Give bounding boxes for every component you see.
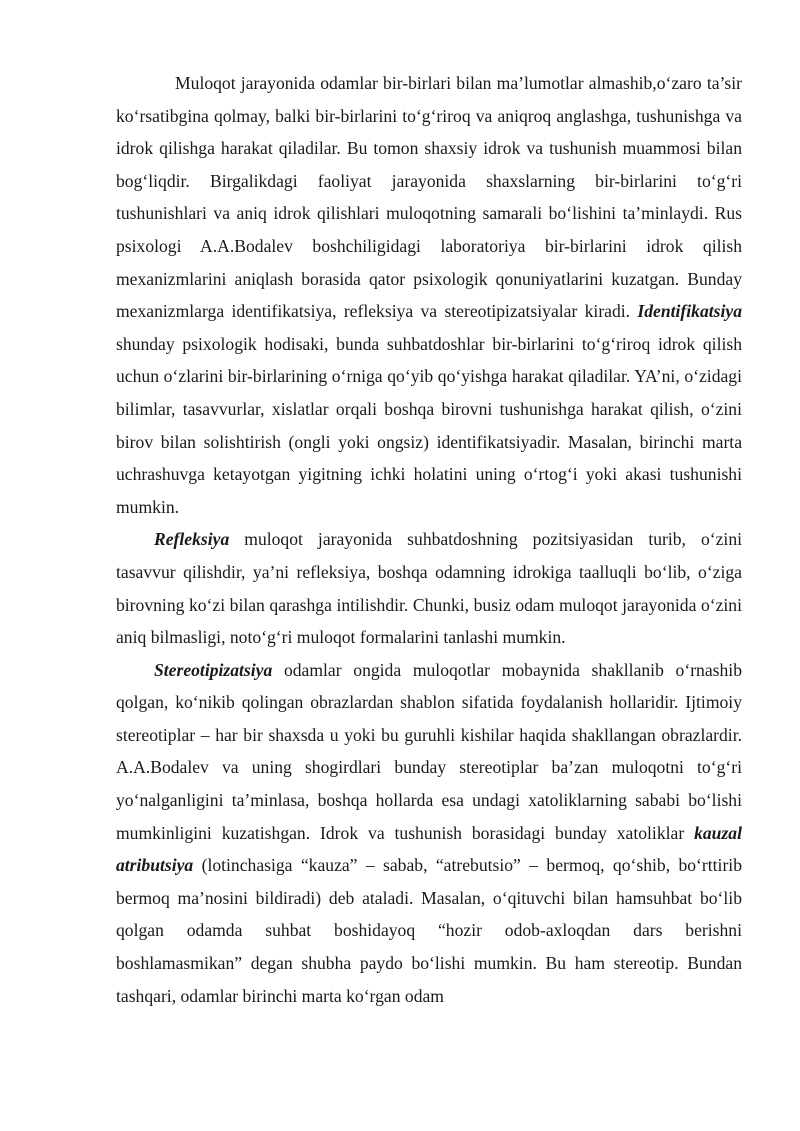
term-stereotipizatsiya: Stereotipizatsiya — [154, 659, 273, 680]
body-text — [116, 67, 742, 1012]
paragraph-text: (lotinchasiga “kauza” – sabab, “atrebutsio” – bermoq, qo‘shib, bo‘rttirib bermoq ma’nosini bildiradi) deb ataladi. Masalan, o‘qituvchi bilan hamsuhbat bo‘lib qolgan odamda suhbat boshidayoq “hozir odob-axloqdan dars berishni boshlamasmikan” degan shubha paydo bo‘lishi mumkin. Bu ham stereotip. Bundan tashqari, odamlar birinchi marta ko‘rgan odam — [116, 855, 742, 1006]
term-kauzal-atributsiya: kauzal atributsiya — [116, 822, 742, 876]
paragraph-text: Muloqot jarayonida odamlar bir-birlari bilan ma’lumotlar almashib,o‘zaro ta’sir ko‘rsatibgina qolmay, balki bir-birlarini to‘g‘riroq va aniqroq anglashga, tushunishga va idrok qilishga harakat qiladilar. Bu tomon shaxsiy idrok va tushunish muammosi bilan bog‘liqdir. Birgalikdagi faoliyat jarayonida shaxslarning bir-birlarini to‘g‘ri tushunishlari va aniq idrok qilishlari muloqotning samarali bo‘lishini ta’minlaydi. Rus psixologi A.A.Bodalev boshchiligidagi laboratoriya bir-birlarini idrok qilish mexanizmlarini aniqlash borasida qator psixologik qonuniyatlarini kuzatgan. Bunday mexanizmlarga identifikatsiya, refleksiya va stereotipizatsiyalar kiradi. — [116, 73, 742, 322]
paragraph-refleksiya — [116, 523, 742, 653]
paragraph-text: odamlar ongida muloqotlar mobaynida shakllanib o‘rnashib qolgan, ko‘nikib qolingan obrazlardan shablon sifatida foydalanish hollaridir. Ijtimoiy stereotiplar – har bir shaxsda u yoki bu guruhli kishilar haqida shakllangan obrazlardir. A.A.Bodalev va uning shogirdlari bunday stereotiplar ba’zan muloqotni to‘g‘ri yo‘nalganligini ta’minlasa, boshqa hollarda esa undagi xatoliklarning sababi bo‘lishi mumkinligini kuzatishgan. Idrok va tushunish borasidagi bunday xatoliklar — [116, 659, 742, 843]
paragraph-text: muloqot jarayonida suhbatdoshning pozitsiyasidan turib, o‘zini tasavvur qilishdir, ya’ni refleksiya, boshqa odamning idrokiga taalluqli bo‘lib, o‘ziga birovning ko‘zi bilan qarashga intilishdir. Chunki, busiz odam muloqot jarayonida o‘zini aniq bilmasligi, noto‘g‘ri muloqot formalarini tanlashi mumkin. — [116, 529, 742, 648]
term-identifikatsiya: Identifikatsiya — [637, 301, 742, 322]
paragraph-text: shunday psixologik hodisaki, bunda suhbatdoshlar bir-birlarini to‘g‘riroq idrok qilish uchun o‘zlarini bir-birlarining o‘rniga qo‘yib qo‘yishga harakat qiladilar. YA’ni, o‘zidagi bilimlar, tasavvurlar, xislatlar orqali boshqa birovni tushunishga harakat qilish, o‘zini birov bilan solishtirish (ongli yoki ongsiz) identifikatsiyadir. Masalan, birinchi marta uchrashuvga ketayotgan yigitning ichki holatini uning o‘rtog‘i yoki akasi tushunishi mumkin. — [116, 333, 742, 517]
term-refleksiya: Refleksiya — [154, 529, 230, 550]
paragraph-stereotipizatsiya — [116, 654, 742, 1013]
paragraph-identifikatsiya — [116, 67, 742, 523]
